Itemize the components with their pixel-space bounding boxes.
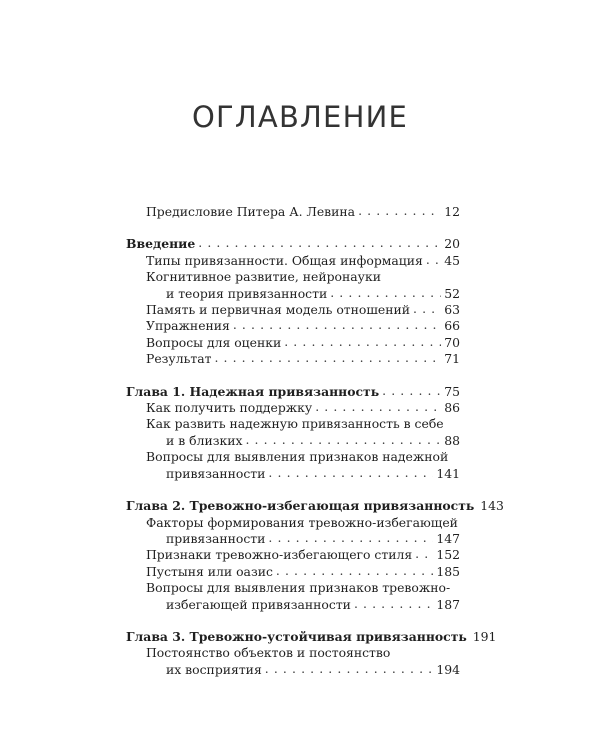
toc-entry[interactable] xyxy=(126,547,460,563)
toc-line xyxy=(126,628,497,645)
dot-leader xyxy=(265,662,434,678)
toc-entry[interactable] xyxy=(126,400,460,416)
toc-entry-title: и теория привязанности xyxy=(166,285,328,301)
toc-entry[interactable] xyxy=(126,253,460,269)
toc-entry[interactable] xyxy=(126,628,497,645)
toc-line xyxy=(126,416,460,432)
toc-page-number: 194 xyxy=(436,661,460,677)
toc-entry[interactable] xyxy=(126,236,460,252)
toc-line xyxy=(126,269,460,285)
toc-page-number: 75 xyxy=(444,383,460,399)
page-title: ОГЛАВЛЕНИЕ xyxy=(191,100,408,134)
toc-entry[interactable] xyxy=(126,335,460,351)
toc-page-number: 141 xyxy=(436,465,460,481)
toc-page-number: 12 xyxy=(444,204,460,219)
toc-section xyxy=(126,236,460,367)
toc-line xyxy=(126,580,460,596)
toc-line xyxy=(126,335,460,351)
toc-entry-title: Результат xyxy=(146,351,212,367)
toc-entry-title: Когнитивное развитие, нейронауки xyxy=(146,269,381,285)
toc-page-number: 143 xyxy=(480,498,504,514)
toc-entry-title: Как развить надежную привязанность в себе xyxy=(146,416,444,432)
toc-entry-title: Упражнения xyxy=(146,318,230,334)
toc-entry-title: и в близких xyxy=(166,432,243,448)
dot-leader xyxy=(268,531,433,547)
toc-entry-title: Постоянство объектов и постоянство xyxy=(146,645,391,661)
toc-section xyxy=(126,384,460,482)
toc-page-number: 63 xyxy=(444,302,460,318)
dot-leader xyxy=(358,204,441,220)
toc-entry[interactable] xyxy=(126,204,460,220)
dot-leader xyxy=(413,302,441,318)
toc-line xyxy=(126,318,460,334)
toc-entry-title: Признаки тревожно-избегающего стиля xyxy=(146,547,413,563)
toc-page-number: 187 xyxy=(436,596,460,612)
toc-entry[interactable] xyxy=(126,564,460,580)
toc-page-number: 86 xyxy=(444,400,460,416)
toc-entry-title: их восприятия xyxy=(166,661,262,677)
toc-entry-title: Как получить поддержку xyxy=(146,400,313,416)
toc-entry-title: Пустыня или оазис xyxy=(146,563,273,579)
toc-section xyxy=(126,628,497,678)
dot-leader xyxy=(233,318,441,334)
dot-leader xyxy=(330,286,441,302)
dot-leader xyxy=(284,335,441,351)
toc-line xyxy=(126,547,460,563)
toc-page-number: 70 xyxy=(444,334,460,350)
toc-line xyxy=(126,645,460,661)
toc-line xyxy=(126,351,460,367)
toc-entry-title: Предисловие Питера А. Левина xyxy=(146,204,356,219)
dot-leader xyxy=(245,433,441,449)
toc-line xyxy=(126,498,504,514)
toc-line xyxy=(126,204,460,220)
toc-entry-title: Глава 3. Тревожно-устойчивая привязанность xyxy=(126,628,467,644)
dot-leader xyxy=(354,597,433,613)
toc-entry[interactable] xyxy=(126,515,460,548)
toc-line xyxy=(126,433,460,449)
toc-line xyxy=(126,466,460,482)
toc-line xyxy=(126,564,460,580)
toc-entry-title: Вопросы для выявления признаков надежной xyxy=(146,449,449,465)
dot-leader xyxy=(268,466,433,482)
toc-page-number: 20 xyxy=(444,236,460,252)
toc-entry[interactable] xyxy=(126,580,460,613)
toc-page-number: 147 xyxy=(436,530,460,546)
toc-page-number: 52 xyxy=(444,285,460,301)
toc-line xyxy=(126,253,460,269)
dot-leader xyxy=(415,547,433,563)
toc-line xyxy=(126,384,460,400)
toc-entry-title: Глава 2. Тревожно-избегающая привязанность xyxy=(126,498,475,514)
toc-page-number: 191 xyxy=(472,628,497,644)
toc-entry-title: привязанности xyxy=(166,530,266,546)
toc-entry-title: Введение xyxy=(126,236,196,252)
toc-entry-title: Память и первичная модель отношений xyxy=(146,302,411,318)
toc-entry[interactable] xyxy=(126,318,460,334)
toc-line xyxy=(126,400,460,416)
dot-leader xyxy=(198,236,441,252)
toc-line xyxy=(126,515,460,531)
dot-leader xyxy=(426,253,441,269)
toc-entry-title: Факторы формирования тревожно-избегающей xyxy=(146,514,458,530)
toc-line xyxy=(126,236,460,252)
toc-entry-title: привязанности xyxy=(166,465,266,481)
table-of-contents xyxy=(126,204,504,694)
toc-entry[interactable] xyxy=(126,269,460,302)
toc-line xyxy=(126,531,460,547)
toc-entry-title: избегающей привязанности xyxy=(166,596,351,612)
toc-entry[interactable] xyxy=(126,351,460,367)
dot-leader xyxy=(382,384,441,400)
toc-page-number: 71 xyxy=(444,351,460,367)
toc-entry[interactable] xyxy=(126,384,460,400)
toc-entry-title: Вопросы для оценки xyxy=(146,334,282,350)
toc-entry[interactable] xyxy=(126,449,460,482)
dot-leader xyxy=(276,564,433,580)
toc-section xyxy=(126,498,504,613)
toc-page-number: 152 xyxy=(436,547,460,563)
toc-entry[interactable] xyxy=(126,645,460,678)
toc-line xyxy=(126,662,460,678)
toc-page-number: 66 xyxy=(444,318,460,334)
toc-entry-title: Глава 1. Надежная привязанность xyxy=(126,383,380,399)
toc-line xyxy=(126,597,460,613)
toc-entry[interactable] xyxy=(126,302,460,318)
toc-page-number: 185 xyxy=(436,563,460,579)
toc-line xyxy=(126,449,460,465)
toc-page-number: 45 xyxy=(444,252,460,268)
dot-leader xyxy=(315,400,441,416)
toc-line xyxy=(126,286,460,302)
toc-entry-title: Типы привязанности. Общая информация xyxy=(146,252,423,268)
toc-entry-title: Вопросы для выявления признаков тревожно- xyxy=(146,580,451,596)
dot-leader xyxy=(214,351,441,367)
toc-line xyxy=(126,302,460,318)
toc-section xyxy=(126,204,460,220)
toc-entry[interactable] xyxy=(126,498,504,514)
toc-entry[interactable] xyxy=(126,416,460,449)
toc-page-number: 88 xyxy=(444,432,460,448)
